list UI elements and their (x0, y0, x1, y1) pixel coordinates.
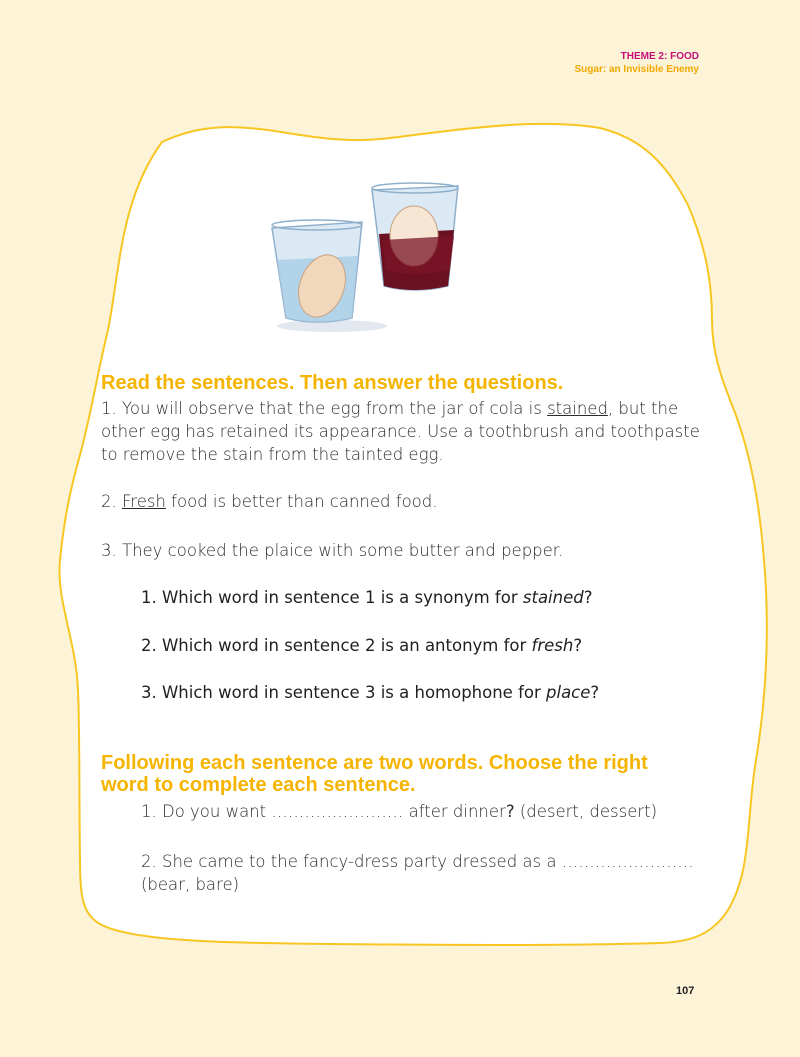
section2-heading: Following each sentence are two words. Choose the right word to complete each sentence. (101, 752, 648, 796)
sentence-1-start: 1. You will observe that the egg from the jar of cola is (101, 399, 548, 418)
sentence-1-end: , but the other egg has retained its appearance. Use a toothbrush and toothpaste to remove the stain from the tainted egg. (101, 399, 700, 464)
question-3 (141, 681, 701, 704)
fill-blank-1-mark: ? (505, 802, 515, 821)
sentence-2 (101, 490, 701, 513)
fill-blank-1-start: 1. Do you want …………………… after dinner (141, 802, 506, 821)
glasses-with-eggs-illustration (262, 178, 482, 338)
question-1-end: ? (583, 588, 593, 607)
sentence-1 (101, 397, 701, 466)
sentence-2-start: 2. (101, 492, 122, 511)
question-3-word: place (546, 683, 591, 702)
sentence-2-underlined-word: Fresh (122, 492, 166, 511)
fill-blank-1-options: (desert, dessert) (514, 802, 658, 821)
page-number: 107 (676, 985, 695, 997)
question-3-end: ? (590, 683, 600, 702)
question-2 (141, 634, 701, 657)
fill-blank-1 (141, 800, 701, 823)
chapter-subtitle: Sugar: an Invisible Enemy (574, 64, 699, 75)
question-3-text: 3. Which word in sentence 3 is a homophone for (141, 683, 547, 702)
fill-blank-2: 2. She came to the fancy-dress party dressed as a …………………… (bear, bare) (141, 852, 694, 894)
section1-heading: Read the sentences. Then answer the questions. (101, 372, 564, 394)
question-2-word: fresh (531, 636, 574, 655)
theme-label: THEME 2: FOOD (620, 51, 699, 62)
question-1-word: stained (522, 588, 584, 607)
question-1 (141, 586, 701, 609)
question-2-text: 2. Which word in sentence 2 is an antonym for (141, 636, 532, 655)
question-1-text: 1. Which word in sentence 1 is a synonym for (141, 588, 523, 607)
question-2-end: ? (573, 636, 583, 655)
sentence-1-underlined-word: stained (547, 399, 608, 418)
sentence-3: 3. They cooked the plaice with some butter and pepper. (101, 541, 564, 560)
sentence-2-end: food is better than canned food. (165, 492, 438, 511)
